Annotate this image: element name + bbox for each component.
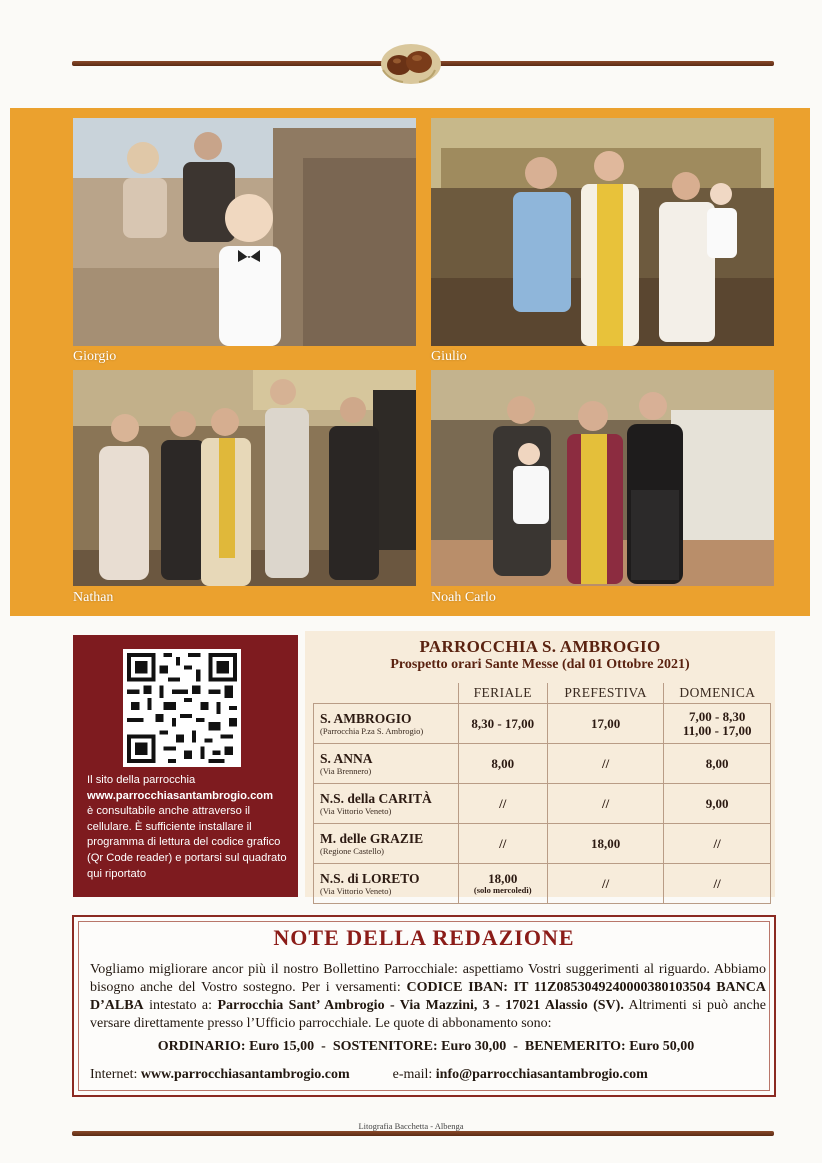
mass-schedule-panel	[305, 631, 775, 897]
place-cell	[314, 864, 459, 904]
notes-title: NOTE DELLA REDAZIONE	[273, 925, 575, 950]
prefestiva-cell: //	[548, 744, 664, 784]
qr-description	[87, 773, 287, 882]
photo-caption: Giulio	[431, 349, 467, 364]
qr-url-link[interactable]: www.parrocchiasantambrogio.com	[87, 789, 274, 802]
domenica-cell: //	[664, 864, 771, 904]
mass-schedule-table	[313, 683, 771, 904]
place-cell	[314, 824, 459, 864]
place-name: S. ANNA	[320, 751, 373, 766]
place-cell	[314, 784, 459, 824]
internet-label: Internet:	[90, 1067, 138, 1082]
notes-paragraph: intestato a:	[143, 998, 218, 1013]
column-header: PREFESTIVA	[548, 683, 664, 704]
schedule-title: PARROCCHIA S. AMBROGIO	[419, 637, 661, 656]
prefestiva-cell: //	[548, 784, 664, 824]
table-row	[314, 824, 771, 864]
schedule-subtitle: Prospetto orari Sante Messe (dal 01 Ottobre 2021)	[390, 657, 690, 672]
header-blank	[314, 683, 459, 704]
qr-code-panel	[73, 635, 298, 897]
bottom-decorative-rule	[72, 1131, 774, 1136]
place-address: (Via Vittorio Veneto)	[320, 886, 392, 896]
qr-instructions: è consultabile anche attraverso il cellulare. È sufficiente installare il programma di lettura del codice grafico (Qr Code reader) e portarsi sul quadrato qui riportato	[87, 805, 287, 880]
email-label: e-mail:	[392, 1067, 433, 1082]
baptism-photo-giulio	[431, 118, 774, 346]
email-link[interactable]: info@parrocchiasantambrogio.com	[435, 1067, 648, 1082]
notes-body	[90, 961, 766, 1033]
feriale-cell	[458, 864, 548, 904]
qr-code-icon[interactable]	[123, 649, 241, 767]
place-cell	[314, 744, 459, 784]
address-text: Parrocchia Sant’ Ambrogio - Via Mazzini, 3 - 17021 Alassio (SV).	[217, 998, 624, 1013]
notes-paragraph: Altrimenti si può anche versare direttamente presso l’Ufficio parrocchiale. Le quote di abbonamento sono:	[90, 998, 766, 1031]
domenica-cell: 8,00	[664, 744, 771, 784]
chestnut-ornament-icon	[379, 40, 443, 86]
baptism-photo-noah-carlo	[431, 370, 774, 586]
editorial-notes-box	[72, 915, 776, 1097]
domenica-time: 11,00 - 17,00	[682, 722, 752, 738]
feriale-note: (solo mercoledì)	[473, 885, 532, 895]
place-name: M. delle GRAZIE	[320, 831, 424, 846]
feriale-time: 18,00	[488, 871, 518, 886]
place-address: (Regione Castello)	[320, 846, 384, 856]
baptism-photo-giorgio	[73, 118, 416, 346]
baptism-photo-nathan	[73, 370, 416, 586]
photo-caption: Noah Carlo	[431, 590, 496, 605]
place-address: (Via Brennero)	[320, 766, 372, 776]
feriale-cell: 8,30 - 17,00	[458, 704, 548, 744]
place-address: (Via Vittorio Veneto)	[320, 806, 392, 816]
prefestiva-cell: 17,00	[548, 704, 664, 744]
feriale-cell: 8,00	[458, 744, 548, 784]
printer-credit: Litografia Bacchetta - Albenga	[358, 1121, 464, 1131]
table-row	[314, 744, 771, 784]
subscription-amounts: ORDINARIO: Euro 15,00 - SOSTENITORE: Euro 30,00 - BENEMERITO: Euro 50,00	[157, 1039, 695, 1054]
place-address: (Parrocchia P.za S. Ambrogio)	[320, 726, 424, 736]
domenica-cell	[664, 704, 771, 744]
notes-paragraph: Vogliamo migliorare ancor più il nostro Bollettino Parrocchiale: aspettiamo Vostri suggerimenti al riguardo. Abbiamo bisogno anche del Vostro sostegno. Per i versamenti:	[90, 962, 766, 995]
place-cell	[314, 704, 459, 744]
contact-line	[90, 1067, 770, 1083]
qr-line-site: Il sito della parrocchia	[87, 774, 196, 786]
table-row	[314, 864, 771, 904]
iban-text: CODICE IBAN: IT 11Z0853049240000380103504 BANCA D’ALBA	[90, 980, 767, 1013]
domenica-time: 7,00 - 8,30	[688, 708, 746, 724]
place-name: N.S. della CARITÀ	[320, 791, 432, 806]
photo-caption: Giorgio	[73, 349, 117, 364]
prefestiva-cell: 18,00	[548, 824, 664, 864]
internet-link[interactable]: www.parrocchiasantambrogio.com	[140, 1067, 350, 1082]
domenica-cell: 9,00	[664, 784, 771, 824]
prefestiva-cell: //	[548, 864, 664, 904]
feriale-cell: //	[458, 784, 548, 824]
table-header-row	[314, 683, 771, 704]
place-name: S. AMBROGIO	[320, 711, 412, 726]
column-header: FERIALE	[458, 683, 548, 704]
feriale-cell: //	[458, 824, 548, 864]
table-row	[314, 784, 771, 824]
photo-caption: Nathan	[73, 590, 114, 605]
photo-band	[10, 108, 810, 616]
domenica-cell: //	[664, 824, 771, 864]
column-header: DOMENICA	[664, 683, 771, 704]
table-row	[314, 704, 771, 744]
place-name: N.S. di LORETO	[320, 871, 420, 886]
